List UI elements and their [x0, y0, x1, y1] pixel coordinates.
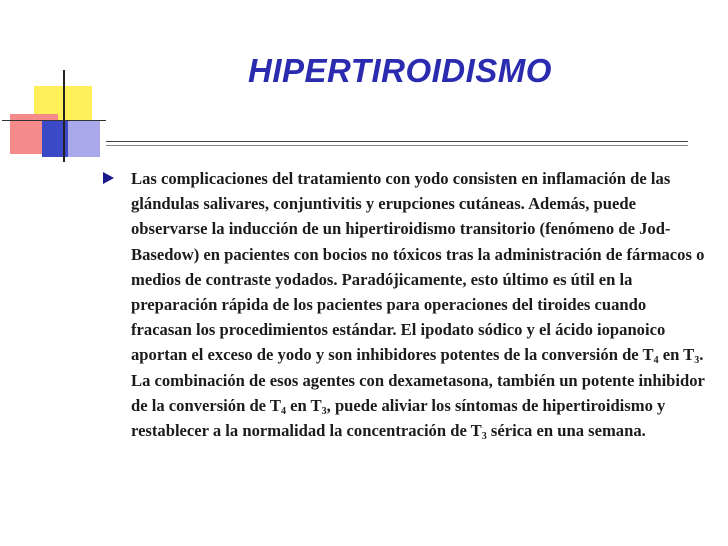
body-paragraph: Las complicaciones del tratamiento con yodo consisten en inflamación de las glándulas salivares, conjuntivitis y erupciones cutáneas. Además, puede observarse la inducción de un hipertiroidismo transitorio (fenómeno de Jod-Basedow) en pacientes con bocios no tóxicos tras la administración de fármacos o medios de contraste yodados. Paradójicamente, esto último es útil en la preparación rápida de los pacientes para operaciones del tiroides cuando fracasan los procedimientos estándar. El ipodato sódico y el ácido iopanoico aportan el exceso de yodo y son inhibidores potentes de la conversión de $T_4$ en $T_3$. La combinación de esos agentes con dexametasona, también un potente inhibidor de la conversión de $T_4$ en $T_3$, puede aliviar los síntomas de hipertiroidismo y restablecer a la normalidad la concentración de $T_3$ sérica en una semana. — [131, 169, 705, 443]
horizontal-line — [2, 120, 106, 121]
vertical-line — [63, 70, 65, 162]
square-bullet-icon — [103, 172, 114, 184]
title-rule — [106, 141, 688, 146]
slide-title: HIPERTIROIDISMO — [248, 52, 552, 89]
decorative-squares — [0, 0, 110, 170]
